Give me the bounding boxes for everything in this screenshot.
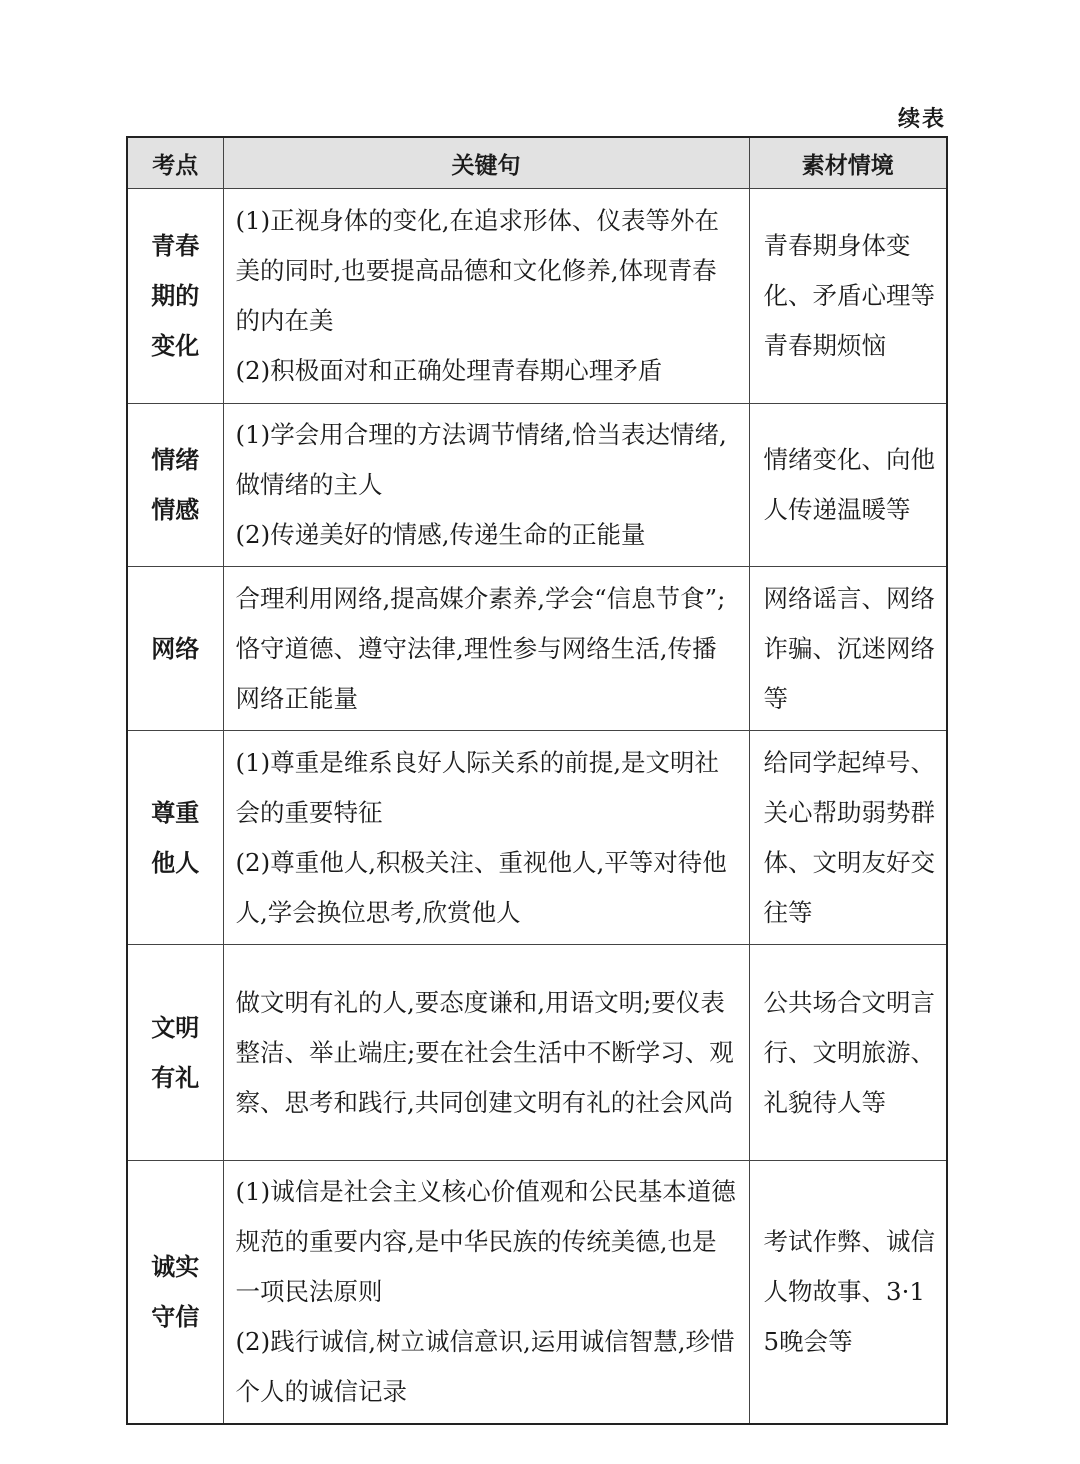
key-sentence-cell xyxy=(223,404,749,567)
material-cell: 网络谣言、网络诈骗、沉迷网络等 xyxy=(749,567,947,731)
key-sentence: (2)传递美好的情感,传递生命的正能量 xyxy=(235,520,646,549)
key-sentence: (2)践行诚信,树立诚信意识,运用诚信智慧,珍惜个人的诚信记录 xyxy=(235,1326,735,1406)
topic-cell: 诚实守信 xyxy=(127,1161,223,1424)
table-row xyxy=(127,731,947,945)
key-sentence-cell xyxy=(223,945,749,1161)
topic-cell: 文明有礼 xyxy=(127,945,223,1161)
table-row xyxy=(127,567,947,731)
key-sentence: 做文明有礼的人,要态度谦和,用语文明;要仪表整洁、举止端庄;要在社会生活中不断学习、观察、思考和践行,共同创建文明有礼的社会风尚 xyxy=(235,987,734,1117)
header-topic: 考点 xyxy=(127,137,223,189)
table-row xyxy=(127,404,947,567)
material-cell: 公共场合文明言行、文明旅游、礼貌待人等 xyxy=(749,945,947,1161)
topic-cell: 网络 xyxy=(127,567,223,731)
material-cell: 情绪变化、向他人传递温暖等 xyxy=(749,404,947,567)
header-material-context: 素材情境 xyxy=(749,137,947,189)
key-sentence: 合理利用网络,提高媒介素养,学会“信息节食”;恪守道德、遵守法律,理性参与网络生活,传播网络正能量 xyxy=(235,583,726,713)
table-header-row xyxy=(127,137,947,189)
material-cell: 青春期身体变化、矛盾心理等青春期烦恼 xyxy=(749,189,947,404)
key-sentence: (1)学会用合理的方法调节情绪,恰当表达情绪,做情绪的主人 xyxy=(235,420,727,499)
table-row xyxy=(127,189,947,404)
key-sentence: (2)尊重他人,积极关注、重视他人,平等对待他人,学会换位思考,欣赏他人 xyxy=(235,847,727,927)
material-cell: 考试作弊、诚信人物故事、3·15晚会等 xyxy=(749,1161,947,1424)
key-sentence: (2)积极面对和正确处理青春期心理矛盾 xyxy=(235,356,663,385)
key-sentence-cell xyxy=(223,189,749,404)
topic-cell: 情绪情感 xyxy=(127,404,223,567)
topic-cell: 尊重他人 xyxy=(127,731,223,945)
topic-cell: 青春期的变化 xyxy=(127,189,223,404)
key-sentence-cell xyxy=(223,567,749,731)
continued-label: 续表 xyxy=(897,106,946,132)
table-row xyxy=(127,1161,947,1424)
material-cell: 给同学起绰号、关心帮助弱势群体、文明友好交往等 xyxy=(749,731,947,945)
key-sentence-cell xyxy=(223,731,749,945)
key-sentence: (1)诚信是社会主义核心价值观和公民基本道德规范的重要内容,是中华民族的传统美德,也是一项民法原则 xyxy=(235,1176,736,1306)
header-key-sentences: 关键句 xyxy=(223,137,749,189)
key-sentence: (1)尊重是维系良好人际关系的前提,是文明社会的重要特征 xyxy=(235,747,719,827)
exam-points-table xyxy=(126,136,948,1425)
table-row xyxy=(127,945,947,1161)
key-sentence-cell xyxy=(223,1161,749,1424)
key-sentence: (1)正视身体的变化,在追求形体、仪表等外在美的同时,也要提高品德和文化修养,体现青春的内在美 xyxy=(235,206,719,335)
